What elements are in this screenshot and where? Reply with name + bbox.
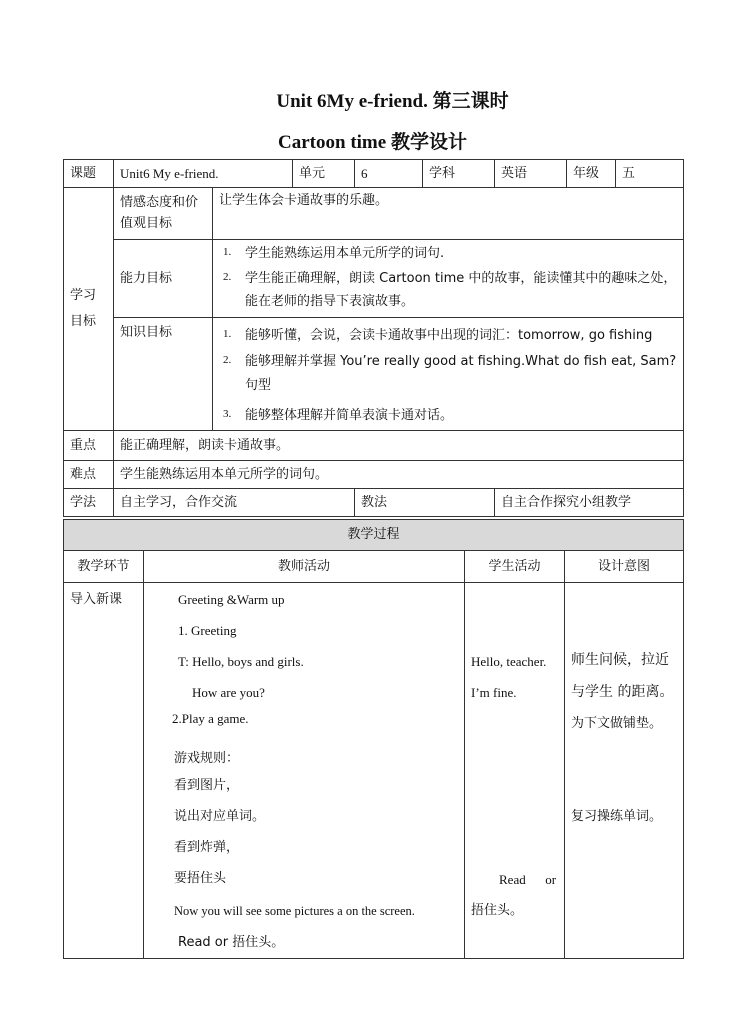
student-activity-cell: [465, 583, 565, 959]
list-item-text: 学生能熟练运用本单元所学的词句.: [245, 246, 445, 262]
teach-method-text: 自主合作探究小组教学: [495, 489, 684, 517]
stage-name: 导入新课: [64, 583, 144, 959]
unit-label: 单元: [293, 160, 355, 188]
grade-label: 年级: [567, 160, 616, 188]
document-title: Unit 6My e-friend. 第三课时: [276, 91, 509, 112]
teacher-line: How are you?: [192, 685, 265, 700]
intent-line: 与学生 的距离。: [571, 684, 674, 700]
list-item: [219, 243, 677, 266]
process-section-title: 教学过程: [64, 520, 684, 551]
difficulty-label: 难点: [64, 461, 114, 489]
study-method-label: 学法: [64, 489, 114, 517]
document-subtitle: Cartoon time 教学设计: [278, 132, 467, 153]
knowledge-label: 知识目标: [114, 318, 213, 431]
teacher-line: 游戏规则：: [174, 751, 240, 766]
col-header-student: 学生活动: [465, 551, 565, 583]
teacher-line: 1. Greeting: [178, 623, 237, 638]
list-item: [219, 324, 677, 348]
teacher-line: 看到炸弹，: [174, 840, 240, 855]
subject-label: 学科: [423, 160, 495, 188]
topic-label: 课题: [64, 160, 114, 188]
lesson-plan-table: [63, 159, 684, 517]
knowledge-cell: [213, 318, 684, 431]
list-item-number: 3.: [223, 408, 232, 421]
ability-list: [219, 243, 677, 313]
student-line: I’m fine.: [471, 685, 517, 700]
list-item-text: 学生能正确理解，朗读 Cartoon time 中的故事，能读懂其中的趣味之处，能在老师的指导下表演故事。: [245, 271, 677, 309]
teacher-line: T: Hello, boys and girls.: [178, 654, 304, 669]
knowledge-list: [219, 324, 677, 428]
teacher-line: 看到图片，: [174, 778, 240, 793]
teacher-line: Now you will see some pictures a on the screen.: [174, 904, 415, 918]
intent-line: 复习操练单词。: [571, 809, 663, 824]
student-line: Hello, teacher.: [471, 654, 547, 669]
intent-line: 为下文做铺垫。: [571, 716, 663, 731]
ability-cell: [213, 240, 684, 318]
objectives-label-text: 学习目标: [70, 288, 97, 330]
list-item-number: 2.: [223, 354, 232, 367]
list-item: [219, 404, 677, 428]
list-item-text: 能够理解并掌握 You’re really good at fishing.What do fish eat, Sam? 句型: [245, 354, 677, 394]
emotion-text: 让学生体会卡通故事的乐趣。: [213, 188, 684, 240]
col-header-intent: 设计意图: [565, 551, 684, 583]
list-item: [219, 268, 677, 314]
col-header-stage: 教学环节: [64, 551, 144, 583]
process-table: [63, 519, 684, 959]
intent-cell: [565, 583, 684, 959]
unit-value: 6: [355, 160, 423, 188]
col-header-teacher: 教师活动: [144, 551, 465, 583]
teacher-activity-cell: [144, 583, 465, 959]
list-item-text: 能够听懂，会说，会读卡通故事中出现的词汇：tomorrow, go fishing: [245, 328, 653, 343]
teacher-line: Greeting &Warm up: [178, 592, 285, 607]
teacher-line: 说出对应单词。: [174, 809, 266, 824]
emotion-label: 情感态度和价值观目标: [114, 188, 213, 240]
intent-line: 师生问候，拉近: [571, 652, 669, 668]
key-point-label: 重点: [64, 431, 114, 461]
grade-value: 五: [616, 160, 684, 188]
list-item: [219, 350, 677, 398]
key-point-text: 能正确理解，朗读卡通故事。: [114, 431, 684, 461]
subject-value: 英语: [495, 160, 567, 188]
list-item-text: 能够整体理解并简单表演卡通对话。: [245, 408, 454, 424]
list-item-number: 1.: [223, 246, 232, 259]
teach-method-label: 教法: [355, 489, 495, 517]
objectives-label: [64, 188, 114, 431]
topic-value: Unit6 My e-friend.: [114, 160, 293, 188]
teacher-line: Read or 捂住头。: [178, 935, 285, 950]
study-method-text: 自主学习，合作交流: [114, 489, 355, 517]
student-line: Read or: [499, 872, 557, 887]
ability-label: 能力目标: [114, 240, 213, 318]
teacher-line: 2.Play a game.: [172, 711, 249, 726]
list-item-number: 1.: [223, 328, 232, 340]
student-line: 捂住头。: [471, 903, 524, 918]
list-item-number: 2.: [223, 271, 232, 284]
difficulty-text: 学生能熟练运用本单元所学的词句。: [114, 461, 684, 489]
teacher-line: 要捂住头: [174, 871, 227, 886]
